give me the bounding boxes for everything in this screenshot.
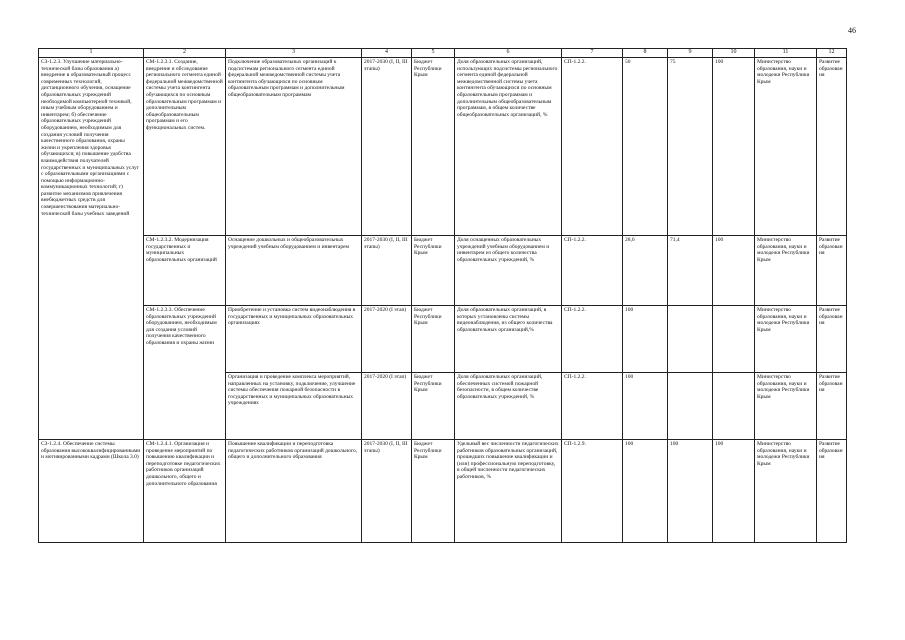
header-row [39, 49, 847, 58]
executor-cell: Министерство образования, науки и молодежи Республики Крым [755, 373, 817, 440]
task-cell: СЗ-1.2.3. Улучшение материально-технической базы образования а) внедрение в образовательный процесс современных технологий, дистанционного обучения, оснащение образовательных учреждений необходимой компьютерной техникой, иным учебным оборудованием и инвентарем; б) обеспечение образовательных учреждений оборудованием, необходимым для создания условий получения качественного образования, охраны жизни и укрепления здоровья обучающихся; в) повышение удобства взаимодействия получателей государственных и муниципальных услуг с образовательными организациями с помощью информационно-коммуникационных технологий; г) развитие механизмов привлечения внебюджетных средств для совершенствования материально-технической базы учебных заведений [39, 58, 144, 440]
table-row [39, 306, 847, 373]
table-row [39, 236, 847, 306]
header-cell: 5 [412, 49, 455, 58]
value-cell: 100 [713, 58, 755, 236]
header-cell: 2 [144, 49, 226, 58]
value-cell: 100 [623, 306, 668, 373]
activity-cell: Повышение квалификации и переподготовка педагогических работников организаций дошкольного, общего и дополнительного образования [226, 440, 362, 543]
measure-cell: СМ-1.2.3.2. Модернизация государственных и муниципальных образовательных организаций [144, 236, 226, 306]
header-cell: 11 [755, 49, 817, 58]
header-cell: 6 [455, 49, 562, 58]
executor-cell: Министерство образования, науки и молодежи Республики Крым [755, 58, 817, 236]
header-cell: 9 [668, 49, 713, 58]
header-cell: 8 [623, 49, 668, 58]
indicator-cell: Доля оснащенных образовательных учреждений учебным оборудованием и инвентарем из общего количества образовательных учреждений, % [455, 236, 562, 306]
value-cell: 100 [623, 440, 668, 543]
task-cell: СЗ-1.2.4. Обеспечение системы образования высококвалифицированными и мотивированными кадрами (Школа 3.0) [39, 440, 144, 543]
program-cell: Развитие образования [817, 440, 847, 543]
header-cell: 4 [362, 49, 412, 58]
program-cell: Развитие образования [817, 306, 847, 373]
header-cell: 3 [226, 49, 362, 58]
program-cell: Развитие образования [817, 58, 847, 236]
table-row [39, 440, 847, 543]
value-cell [713, 373, 755, 440]
period-cell: 2017-2030 (I, II, III этапы) [362, 440, 412, 543]
period-cell: 2017-2020 (I этап) [362, 373, 412, 440]
source-cell: Бюджет Республики Крым [412, 373, 455, 440]
header-cell: 12 [817, 49, 847, 58]
value-cell [668, 373, 713, 440]
value-cell: 71,4 [668, 236, 713, 306]
source-cell: Бюджет Республики Крым [412, 440, 455, 543]
value-cell: 50 [623, 58, 668, 236]
activity-cell: Оснащение дошкольных и общеобразовательных учреждений учебным оборудованием и инвентарем [226, 236, 362, 306]
header-cell: 1 [39, 49, 144, 58]
period-cell: 2017-2020 (I этап) [362, 306, 412, 373]
value-cell: 100 [623, 373, 668, 440]
code-cell: СП-1.2.2. [562, 373, 623, 440]
measures-table [38, 48, 847, 543]
program-cell: Развитие образования [817, 236, 847, 306]
header-cell: 7 [562, 49, 623, 58]
activity-cell: Приобретение и установка систем видеонаблюдения в государственных и муниципальных образовательных организациях [226, 306, 362, 373]
indicator-cell: Доля образовательных организаций, использующих подсистемы регионального сегмента единой федеральной межведомственной системы учета контингента обучающихся по основным образовательным программам и дополнительным общеобразовательным программам, в общем количестве общеобразовательных организаций, % [455, 58, 562, 236]
code-cell: СП-1.2.2. [562, 58, 623, 236]
executor-cell: Министерство образования, науки и молодежи Республики Крым [755, 306, 817, 373]
header-cell: 10 [713, 49, 755, 58]
value-cell: 100 [713, 236, 755, 306]
indicator-cell: Удельный вес численности педагогических работников образовательных организаций, прошедших повышение квалификации и (или) профессиональную переподготовку, в общей численности педагогических работников, % [455, 440, 562, 543]
activity-cell: Подключение образовательных организаций к подсистемам регионального сегмента единой федеральной межведомственной системы учета контингента обучающихся по основным образовательным программам и дополнительным общеобразовательным программам [226, 58, 362, 236]
source-cell: Бюджет Республики Крым [412, 306, 455, 373]
indicator-cell: Доля образовательных организаций, в которых установлены системы видеонаблюдения, из общего количества образовательных организаций,% [455, 306, 562, 373]
measure-cell: СМ-1.2.3.3. Обеспечение образовательных учреждений оборудованием, необходимым для создания условий получения качественного образования и охраны жизни [144, 306, 226, 440]
table-row [39, 58, 847, 236]
period-cell: 2017-2030 (I, II, III этапы) [362, 236, 412, 306]
code-cell: СП-1.2.2. [562, 236, 623, 306]
source-cell: Бюджет Республики Крым [412, 236, 455, 306]
activity-cell: Организация и проведение комплекса мероприятий, направленных на установку, подключение, улучшение системы обеспечения пожарной безопасности в государственных и муниципальных образовательных учреждениях [226, 373, 362, 440]
value-cell [713, 306, 755, 373]
value-cell: 100 [713, 440, 755, 543]
indicator-cell: Доля образовательных организаций, обеспеченных системой пожарной безопасности, в общем количестве образовательных учреждений, % [455, 373, 562, 440]
value-cell: 100 [668, 440, 713, 543]
value-cell [668, 306, 713, 373]
period-cell: 2017-2030 (I, II, III этапы) [362, 58, 412, 236]
value-cell: 28,6 [623, 236, 668, 306]
executor-cell: Министерство образования, науки и молодежи Республики Крым [755, 236, 817, 306]
measure-cell: СМ-1.2.3.1. Создание, внедрение и обследование регионального сегмента единой федеральной межведомственной системы учета контингента обучающихся по основным образовательным программам и дополнительным общеобразовательным программам и его функциональных систем. [144, 58, 226, 236]
executor-cell: Министерство образования, науки и молодежи Республики Крым [755, 440, 817, 543]
source-cell: Бюджет Республики Крым [412, 58, 455, 236]
page-number: 46 [848, 26, 856, 35]
measure-cell: СМ-1.2.4.1. Организация и проведение мероприятий по повышению квалификации и переподготовке педагогических работников организаций дошкольного, общего и дополнительного образования [144, 440, 226, 543]
code-cell: СП-1.2.2. [562, 306, 623, 373]
program-cell: Развитие образования [817, 373, 847, 440]
code-cell: СП-1.2.9. [562, 440, 623, 543]
value-cell: 75 [668, 58, 713, 236]
